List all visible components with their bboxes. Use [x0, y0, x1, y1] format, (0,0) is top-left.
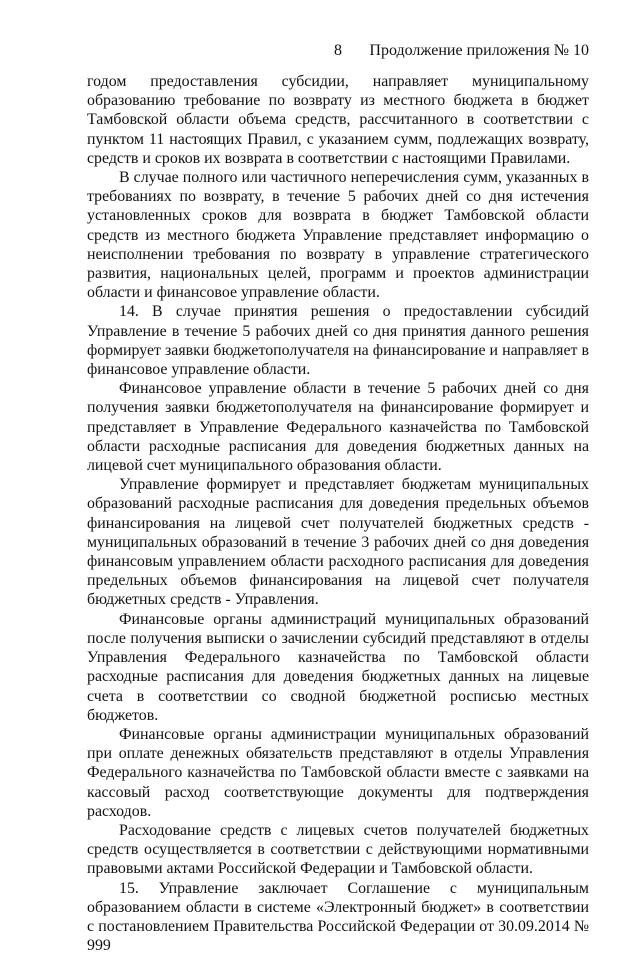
document-page — [87, 42, 589, 955]
paragraph-3: 14. В случае принятия решения о предоставлении субсидий Управление в течение 5 рабочих дней со дня принятия данного решения формирует заявки бюджетополучателя на финансирование и направляет в финансовое управление области. — [87, 303, 589, 379]
paragraph-6: Финансовые органы администраций муниципальных образований после получения выписки о зачислении субсидий представляют в отделы Управления Федерального казначейства по Тамбовской области расходные расписания для доведения бюджетных данных на лицевые счета в соответствии со сводной бюджетной росписью местных бюджетов. — [87, 610, 589, 724]
paragraph-2: В случае полного или частичного неперечисления сумм, указанных в требованиях по возврату, в течение 5 рабочих дней со дня истечения установленных сроков для возврата в бюджет Тамбовской области средств из местного бюджета Управление представляет информацию о неисполнении требования по возврату в управление стратегического развития, национальных целей, программ и проектов администрации области и финансовое управление области. — [87, 169, 589, 302]
paragraph-5: Управление формирует и представляет бюджетам муниципальных образований расходные расписания для доведения предельных объемов финансирования на лицевой счет получателей бюджетных средств - муниципальных образований в течение 3 рабочих дней со дня доведения финансовым управлением области расходного расписания для доведения предельных объемов финансирования на лицевой счет получателя бюджетных средств - Управления. — [87, 476, 589, 609]
paragraph-1: годом предоставления субсидии, направляет муниципальному образованию требование по возврату из местного бюджета в бюджет Тамбовской области объема средств, рассчитанного в соответствии с пунктом 11 настоящих Правил, с указанием сумм, подлежащих возврату, средств и сроков их возврата в соответствии с настоящими Правилами. — [87, 73, 589, 167]
page-header — [87, 42, 589, 72]
paragraph-8: Расходование средств с лицевых счетов получателей бюджетных средств осуществляется в соответствии с действующими нормативными правовыми актами Российской Федерации и Тамбовской области. — [87, 821, 589, 878]
page-number: 8 — [334, 42, 342, 59]
appendix-continuation-label: Продолжение приложения № 10 — [369, 42, 589, 59]
document-body — [87, 72, 589, 955]
paragraph-4: Финансовое управление области в течение 5 рабочих дней со дня получения заявки бюджетополучателя на финансирование формирует и представляет в Управление Федерального казначейства по Тамбовской области расходные расписания для доведения бюджетных данных на лицевой счет муниципального образования области. — [87, 380, 589, 475]
paragraph-7: Финансовые органы администрации муниципальных образований при оплате денежных обязательств представляют в отделы Управления Федерального казначейства по Тамбовской области вместе с заявками на кассовый расход соответствующие документы для подтверждения расходов. — [87, 725, 589, 820]
paragraph-9: 15. Управление заключает Соглашение с муниципальным образованием области в системе «Электронный бюджет» в соответствии с постановлением Правительства Российской Федерации от 30.09.2014 № 999 — [87, 879, 589, 955]
